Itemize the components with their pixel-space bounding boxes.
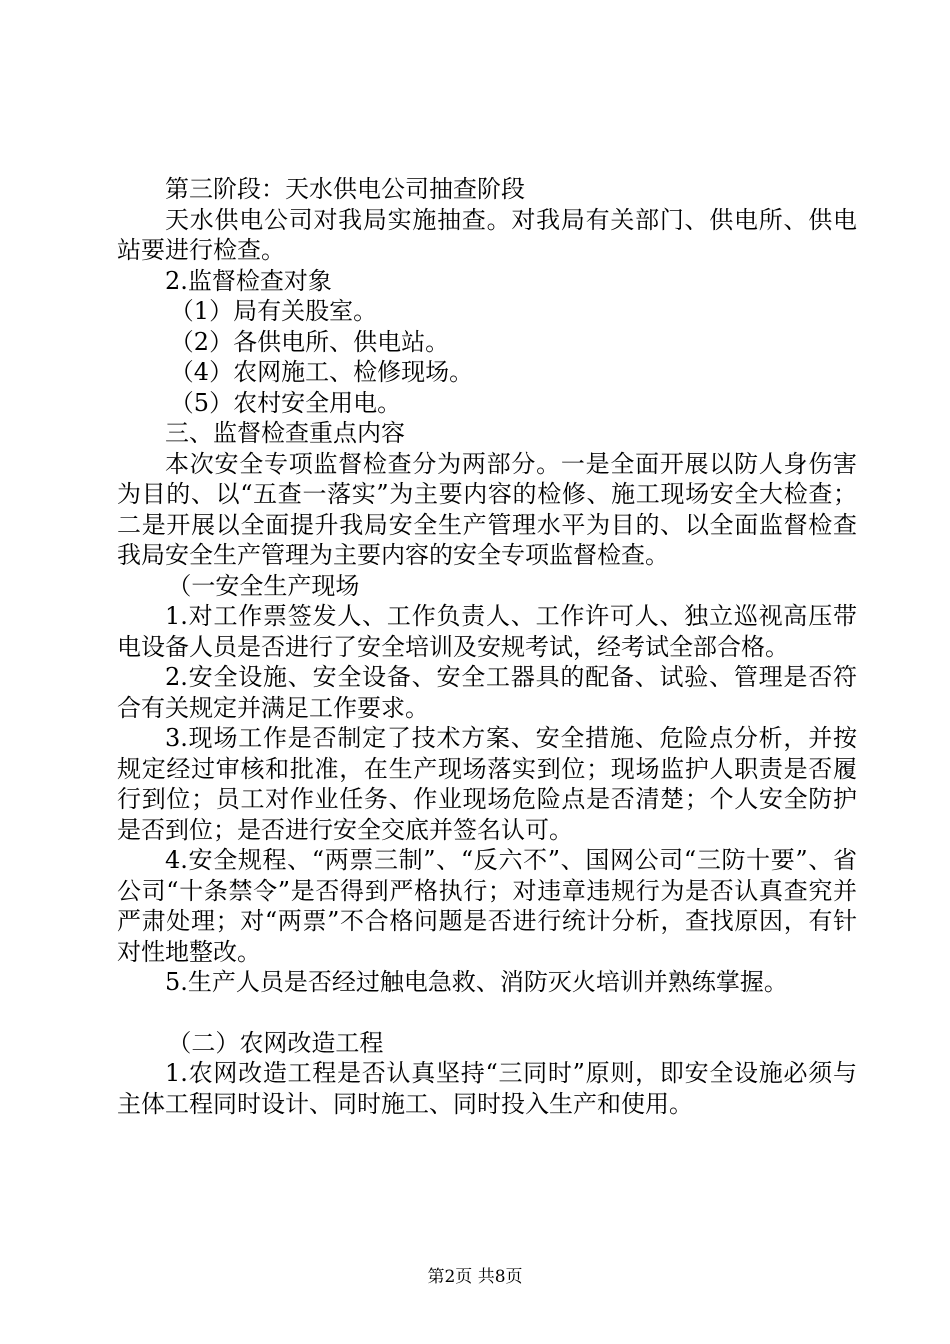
paragraph: 本次安全专项监督检查分为两部分。一是全面开展以防人身伤害为目的、以“五查一落实”为主要内容的检修、施工现场安全大检查；二是开展以全面提升我局安全生产管理水平为目的、以全面监督检查我局安全生产管理为主要内容的安全专项监督检查。 (117, 449, 857, 569)
document-body (117, 174, 857, 1119)
section-heading: 2.监督检查对象 (165, 266, 332, 295)
list-item: （1）局有关股室。 (169, 297, 378, 325)
paragraph: 1.对工作票签发人、工作负责人、工作许可人、独立巡视高压带电设备人员是否进行了安全培训及安规考试，经考试全部合格。 (117, 602, 857, 661)
section-heading: 三、监督检查重点内容 (165, 419, 405, 447)
page-footer: 第2页 共8页 (427, 1267, 523, 1287)
subsection-heading: （一安全生产现场 (167, 571, 360, 600)
paragraph: 天水供电公司对我局实施抽查。对我局有关部门、供电所、供电站要进行检查。 (117, 205, 857, 264)
subsection-heading: （二）农网改造工程 (167, 1028, 384, 1057)
list-item: （2）各供电所、供电站。 (169, 327, 450, 356)
paragraph: 1.农网改造工程是否认真坚持“三同时”原则，即安全设施必须与主体工程同时设计、同时施工、同时投入生产和使用。 (117, 1059, 857, 1118)
stage-heading: 第三阶段：天水供电公司抽查阶段 (165, 175, 525, 203)
list-item: （5）农村安全用电。 (169, 388, 402, 417)
paragraph: 4.安全规程、“两票三制”、“反六不”、国网公司“三防十要”、省公司“十条禁令”是否得到严格执行；对违章违规行为是否认真查究并严肃处理；对“两票”不合格问题是否进行统计分析，查找原因，有针对性地整改。 (117, 846, 857, 966)
paragraph: 2.安全设施、安全设备、安全工器具的配备、试验、管理是否符合有关规定并满足工作要求。 (117, 663, 857, 722)
paragraph: 5.生产人员是否经过触电急救、消防灭火培训并熟练掌握。 (165, 968, 788, 996)
paragraph: 3.现场工作是否制定了技术方案、安全措施、危险点分析，并按规定经过审核和批准，在生产现场落实到位；现场监护人职责是否履行到位；员工对作业任务、作业现场危险点是否清楚；个人安全防护是否到位；是否进行安全交底并签名认可。 (117, 724, 857, 844)
list-item: （4）农网施工、检修现场。 (169, 358, 474, 386)
